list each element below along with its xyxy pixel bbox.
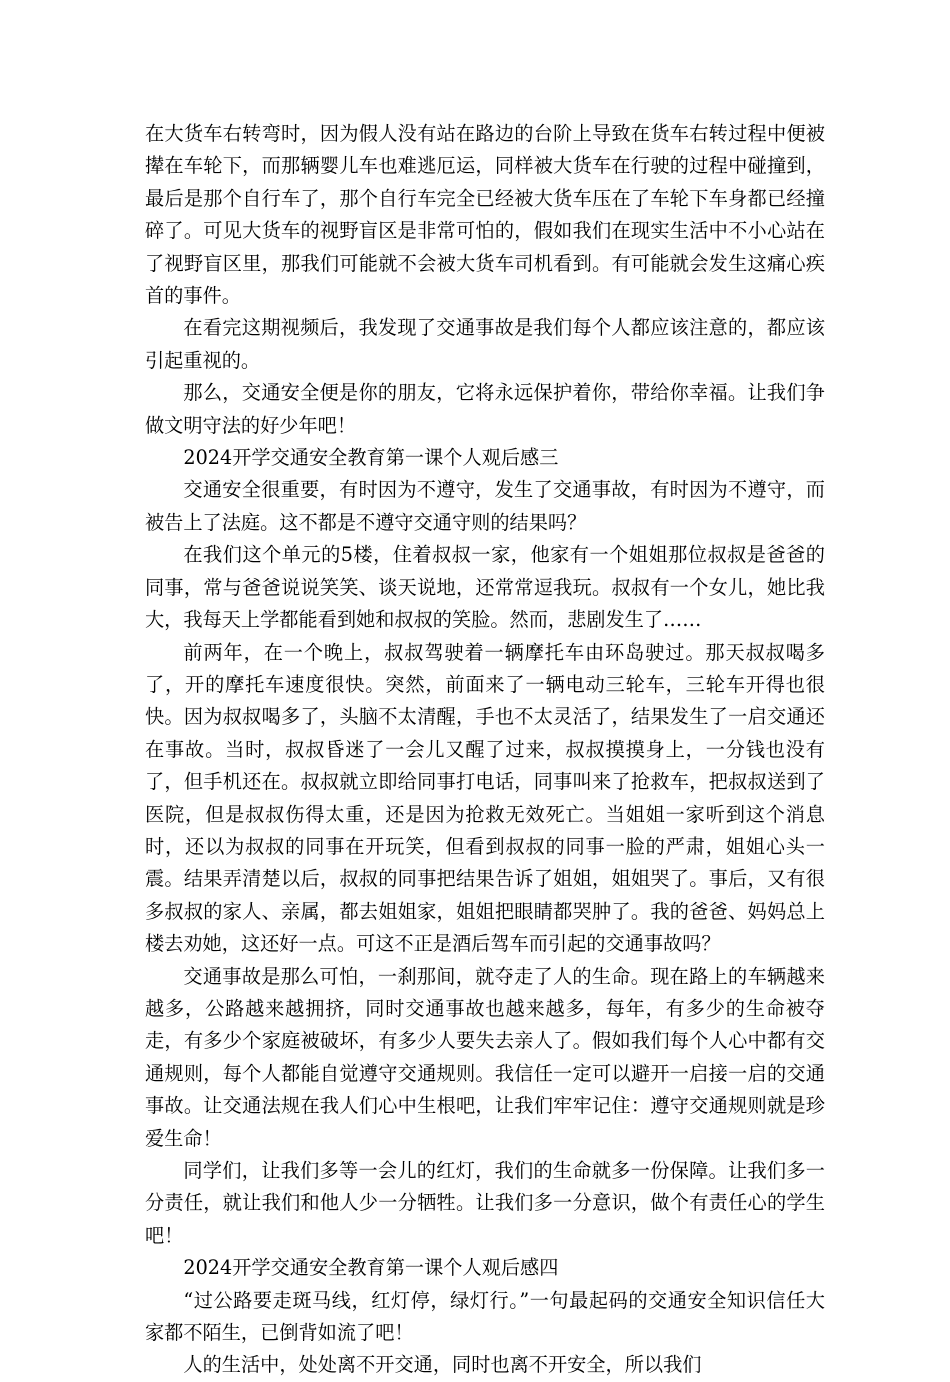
body-paragraph: 那么，交通安全便是你的朋友，它将永远保护着你，带给你幸福。让我们争做文明守法的好少年吧！	[145, 381, 825, 437]
body-paragraph: 在我们这个单元的5楼，住着叔叔一家，他家有一个姐姐那位叔叔是爸爸的同事，常与爸爸说说笑笑、谈天说地，还常常逗我玩。叔叔有一个女儿，她比我大，我每天上学都能看到她和叔叔的笑脸。然而，悲剧发生了……	[145, 543, 825, 632]
body-paragraph: 同学们，让我们多等一会儿的红灯，我们的生命就多一份保障。让我们多一分责任，就让我们和他人少一分牺牲。让我们多一分意识，做个有责任心的学生吧！	[145, 1159, 825, 1247]
body-paragraph: “过公路要走斑马线，红灯停，绿灯行。”一句最起码的交通安全知识信任大家都不陌生，已倒背如流了吧！	[145, 1288, 825, 1345]
body-paragraph: 交通安全很重要，有时因为不遵守，发生了交通事故，有时因为不遵守，而被告上了法庭。这不都是不遵守交通守则的结果吗？	[145, 478, 825, 534]
section-heading: 2024开学交通安全教育第一课个人观后感三	[183, 446, 559, 470]
body-paragraph: 在看完这期视频后，我发现了交通事故是我们每个人都应该注意的，都应该引起重视的。	[145, 316, 825, 372]
body-paragraph: 在大货车右转弯时，因为假人没有站在路边的台阶上导致在货车右转过程中便被撵在车轮下，而那辆婴儿车也难逃厄运，同样被大货车在行驶的过程中碰撞到，最后是那个自行车了，那个自行车完全已经被大货车压在了车轮下车身都已经撞碎了。可见大货车的视野盲区是非常可怕的，假如我们在现实生活中不小心站在了视野盲区里，那我们可能就不会被大货车司机看到。有可能就会发生这痛心疾首的事件。	[145, 122, 825, 308]
document-page	[145, 118, 825, 1382]
body-paragraph: 人的生活中，处处离不开交通，同时也离不开安全，所以我们	[183, 1353, 702, 1377]
body-paragraph: 前两年，在一个晚上，叔叔驾驶着一辆摩托车由环岛驶过。那天叔叔喝多了，开的摩托车速度很快。突然，前面来了一辆电动三轮车，三轮车开得也很快。因为叔叔喝多了，头脑不太清醒，手也不太灵活了，结果发生了一启交通还在事故。当时，叔叔昏迷了一会儿又醒了过来，叔叔摸摸身上，一分钱也没有了，但手机还在。叔叔就立即给同事打电话，同事叫来了抢救车，把叔叔送到了医院，但是叔叔伤得太重，还是因为抢救无效死亡。当姐姐一家听到这个消息时，还以为叔叔的同事在开玩笑，但看到叔叔的同事一脸的严肃，姐姐心头一震。结果弄清楚以后，叔叔的同事把结果告诉了姐姐，姐姐哭了。事后，又有很多叔叔的家人、亲属，都去姐姐家，姐姐把眼睛都哭肿了。我的爸爸、妈妈总上楼去劝她，这还好一点。可这不正是酒后驾车而引起的交通事故吗？	[145, 640, 825, 956]
body-paragraph: 交通事故是那么可怕，一刹那间，就夺走了人的生命。现在路上的车辆越来越多，公路越来越拥挤，同时交通事故也越来越多，每年，有多少的生命被夺走，有多少个家庭被破坏，有多少人要失去亲人了。假如我们每个人心中都有交通规则，每个人都能自觉遵守交通规则。我信任一定可以避开一启接一启的交通事故。让交通法规在我人们心中生根吧，让我们牢牢记住：遵守交通规则就是珍爱生命！	[145, 964, 825, 1150]
section-heading: 2024开学交通安全教育第一课个人观后感四	[183, 1256, 559, 1280]
